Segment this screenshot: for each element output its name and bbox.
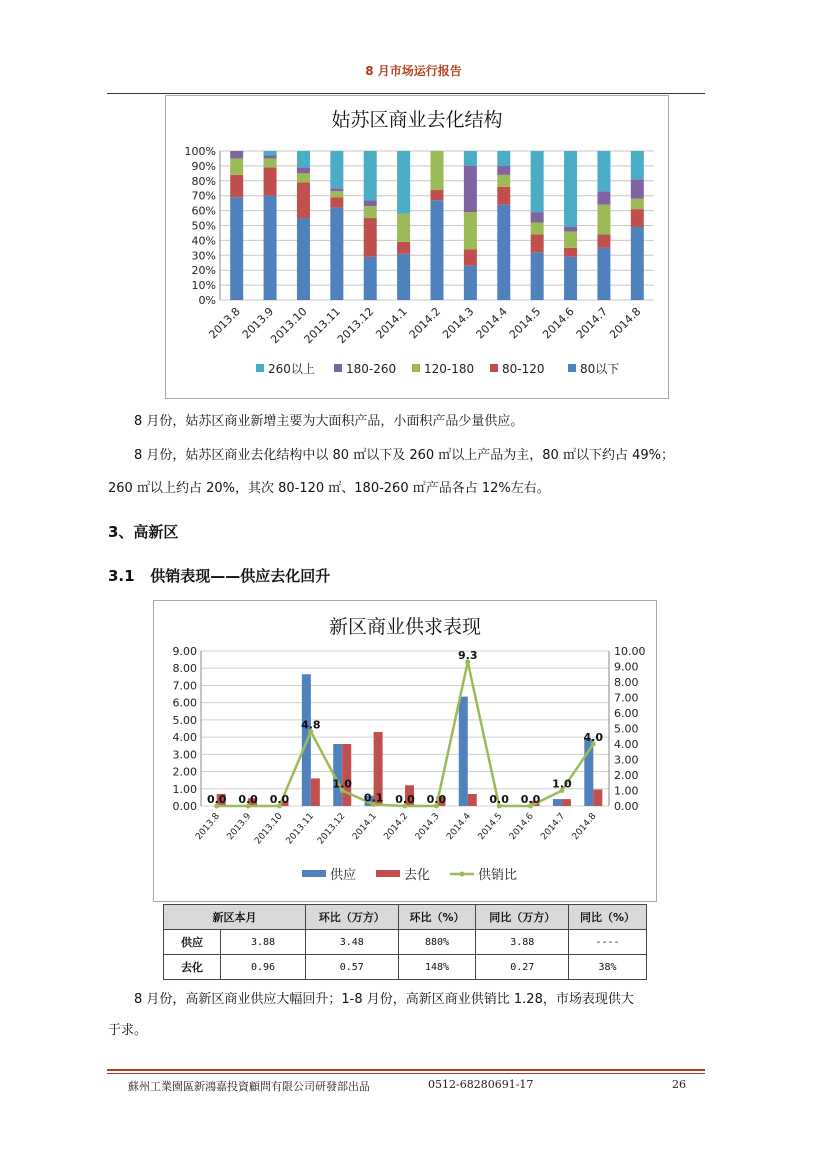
bar-segment-180-260 — [464, 166, 477, 212]
bar-供应 — [553, 799, 562, 806]
bar-segment-180-260 — [330, 188, 343, 191]
bar-去化 — [593, 789, 602, 806]
right-tick-label: 8.00 — [614, 676, 639, 689]
bar-去化 — [342, 744, 351, 806]
bar-segment-120-180 — [297, 173, 310, 182]
bar-segment-180-260 — [230, 151, 243, 158]
data-label: 0.0 — [395, 793, 415, 806]
x-tick-label: 2014.8 — [570, 811, 599, 843]
bar-segment-80以下 — [464, 266, 477, 300]
right-tick-label: 4.00 — [614, 738, 639, 751]
bar-segment-120-180 — [464, 212, 477, 249]
bar-segment-120-180 — [531, 223, 544, 235]
x-tick-label: 2014.3 — [440, 304, 477, 342]
left-tick-label: 2.00 — [172, 765, 197, 779]
bar-segment-120-180 — [330, 191, 343, 197]
legend-label: 供销比 — [478, 868, 518, 883]
footer-phone: 0512-68280691-17 — [428, 1078, 534, 1091]
footer-divider-thin — [107, 1073, 705, 1074]
bar-segment-260以上 — [497, 151, 510, 166]
x-tick-label: 2013.8 — [194, 811, 222, 843]
table-row — [164, 955, 647, 980]
footer-company: 蘇州工業園區新鴻嘉投資顧問有限公司研發部出品 — [128, 1080, 370, 1093]
table-cell: 3.88 — [221, 930, 306, 955]
table-header: 环比（%） — [398, 905, 476, 930]
paragraph-1: 8 月份，姑苏区商业新增主要为大面积产品，小面积产品少量供应。 — [134, 414, 524, 429]
bar-segment-260以上 — [597, 151, 610, 191]
table-cell: 148% — [398, 955, 476, 980]
bar-segment-80以下 — [364, 257, 377, 300]
table-cell: 3.48 — [306, 930, 399, 955]
line-供销比 — [217, 662, 594, 806]
x-tick-label: 2014.1 — [373, 304, 410, 342]
legend-swatch — [490, 364, 498, 372]
bar-segment-260以上 — [531, 151, 544, 212]
table-row — [164, 930, 647, 955]
table-header: 环比（万方） — [306, 905, 399, 930]
x-tick-label: 2014.2 — [382, 811, 411, 843]
data-label: 0.0 — [426, 793, 447, 806]
bar-segment-260以上 — [330, 151, 343, 188]
data-label: 1.0 — [552, 777, 572, 791]
bar-segment-180-260 — [631, 179, 644, 198]
bar-segment-80以下 — [330, 208, 343, 300]
left-tick-label: 7.00 — [172, 679, 197, 693]
legend-swatch — [568, 364, 576, 372]
bar-segment-80-120 — [364, 218, 377, 257]
x-tick-label: 2013.9 — [239, 304, 277, 342]
table-cell: 0.27 — [476, 955, 569, 980]
paragraph-2-line2: 260 ㎡以上约占 20%，其次 80-120 ㎡、180-260 ㎡产品各占 12%左右。 — [108, 481, 550, 496]
stats-table — [163, 904, 647, 980]
bar-去化 — [468, 794, 477, 806]
legend-swatch — [256, 364, 264, 372]
y-tick-label: 80% — [191, 174, 216, 188]
y-tick-label: 60% — [191, 204, 216, 218]
bar-segment-180-260 — [597, 191, 610, 204]
bar-segment-120-180 — [431, 151, 444, 190]
bar-segment-120-180 — [497, 175, 510, 187]
bar-segment-260以上 — [564, 151, 577, 227]
data-label: 0.0 — [238, 793, 258, 806]
bar-segment-180-260 — [564, 227, 577, 231]
legend-label: 80-120 — [502, 362, 545, 376]
left-tick-label: 5.00 — [172, 713, 197, 727]
table-cell: ---- — [569, 930, 647, 955]
data-label: 0.1 — [363, 791, 384, 805]
y-tick-label: 0% — [198, 294, 216, 307]
x-tick-label: 2014.8 — [607, 304, 644, 342]
bar-segment-80以下 — [297, 218, 310, 300]
bar-segment-80以下 — [397, 254, 410, 300]
x-tick-label: 2014.5 — [476, 811, 505, 843]
legend-swatch — [302, 870, 326, 877]
table-cell: 880% — [398, 930, 476, 955]
bar-segment-80以下 — [497, 205, 510, 300]
bar-segment-80-120 — [631, 209, 644, 227]
chart-title: 新区商业供求表现 — [328, 616, 482, 638]
x-tick-label: 2013.10 — [268, 304, 310, 347]
right-tick-label: 5.00 — [614, 722, 639, 736]
x-tick-label: 2014.6 — [507, 811, 536, 843]
bar-segment-260以上 — [364, 151, 377, 200]
legend-label: 180-260 — [346, 362, 397, 376]
table-cell: 0.57 — [306, 955, 399, 980]
data-label: 9.3 — [458, 648, 478, 662]
bar-segment-80以下 — [230, 197, 243, 300]
x-tick-label: 2014.6 — [540, 304, 577, 342]
left-tick-label: 0.00 — [172, 800, 197, 813]
data-label: 4.8 — [301, 718, 321, 732]
bar-segment-260以上 — [397, 151, 410, 214]
data-label: 1.0 — [332, 777, 352, 791]
data-label: 0.0 — [206, 793, 227, 806]
table-cell: 38% — [569, 955, 647, 980]
table-header: 同比（万方） — [476, 905, 569, 930]
bar-segment-80-120 — [297, 182, 310, 218]
bar-segment-80-120 — [497, 187, 510, 205]
bar-segment-80-120 — [431, 190, 444, 200]
header-divider — [107, 93, 705, 94]
table-cell: 0.96 — [221, 955, 306, 980]
bar-去化 — [562, 799, 571, 806]
paragraph-2-line1: 8 月份，姑苏区商业去化结构中以 80 ㎡以下及 260 ㎡以上产品为主，80 ㎡以下约占 49%； — [134, 448, 674, 463]
table-header-row — [164, 905, 647, 930]
chart-xinqu-supply-demand — [153, 600, 657, 902]
table-cell: 供应 — [164, 930, 221, 955]
data-label: 4.0 — [583, 731, 604, 744]
legend-label: 供应 — [330, 868, 357, 883]
x-tick-label: 2013.11 — [284, 811, 317, 847]
x-tick-label: 2014.7 — [573, 304, 611, 342]
bar-segment-80-120 — [330, 197, 343, 207]
paragraph-3-line2: 于求。 — [108, 1023, 148, 1038]
table-header: 同比（%） — [569, 905, 647, 930]
bar-segment-260以上 — [631, 151, 644, 179]
bar-segment-80以下 — [531, 252, 544, 300]
x-tick-label: 2013.9 — [225, 811, 254, 843]
bar-segment-260以上 — [297, 151, 310, 167]
x-tick-label: 2014.3 — [413, 811, 442, 843]
bar-segment-80-120 — [531, 234, 544, 252]
bar-segment-80以下 — [564, 257, 577, 300]
x-tick-label: 2013.12 — [334, 304, 377, 347]
left-tick-label: 3.00 — [172, 748, 197, 762]
right-tick-label: 3.00 — [614, 753, 639, 767]
bar-segment-80以下 — [264, 196, 277, 300]
bar-segment-180-260 — [531, 212, 544, 222]
bar-segment-80-120 — [597, 234, 610, 247]
table-cell: 3.88 — [476, 930, 569, 955]
bar-segment-180-260 — [297, 167, 310, 173]
y-tick-label: 30% — [191, 249, 216, 263]
left-tick-label: 8.00 — [172, 662, 197, 676]
bar-segment-80-120 — [264, 167, 277, 195]
report-header-title: 8 月市场运行报告 — [365, 64, 462, 78]
section-heading-3-1: 3.1 供销表现——供应去化回升 — [108, 567, 331, 585]
section-heading-3: 3、高新区 — [108, 523, 179, 541]
footer-page-number: 26 — [672, 1078, 686, 1091]
chart-title: 姑苏区商业去化结构 — [331, 109, 503, 131]
bar-去化 — [311, 778, 320, 806]
left-tick-label: 6.00 — [172, 696, 197, 710]
chart-gusu-commercial-structure — [165, 95, 669, 399]
legend-label: 去化 — [404, 868, 431, 883]
bar-segment-120-180 — [564, 231, 577, 247]
bar-segment-180-260 — [497, 166, 510, 175]
bar-供应 — [459, 697, 468, 806]
legend-swatch — [376, 870, 400, 877]
bar-segment-120-180 — [264, 158, 277, 167]
right-tick-label: 1.00 — [614, 784, 639, 798]
right-tick-label: 10.00 — [614, 645, 646, 658]
data-label: 0.0 — [489, 793, 509, 806]
bar-segment-120-180 — [230, 158, 243, 174]
bar-segment-260以上 — [264, 151, 277, 155]
x-tick-label: 2013.10 — [253, 811, 285, 847]
data-label: 0.0 — [520, 793, 541, 806]
right-tick-label: 7.00 — [614, 691, 639, 705]
legend-label: 260以上 — [268, 362, 315, 376]
x-tick-label: 2013.12 — [315, 811, 348, 847]
bar-segment-80以下 — [431, 200, 444, 300]
data-label: 0.0 — [269, 793, 290, 806]
bar-segment-120-180 — [397, 214, 410, 242]
y-tick-label: 10% — [191, 279, 216, 293]
right-tick-label: 0.00 — [614, 800, 639, 813]
bar-segment-180-260 — [264, 155, 277, 158]
legend-marker — [460, 872, 465, 877]
chart2-svg — [154, 601, 656, 901]
y-tick-label: 70% — [191, 189, 216, 203]
bar-segment-80-120 — [564, 248, 577, 257]
y-tick-label: 40% — [191, 234, 216, 248]
legend-swatch — [412, 364, 420, 372]
x-tick-label: 2014.2 — [406, 304, 444, 342]
y-tick-label: 20% — [191, 264, 216, 278]
legend-label: 120-180 — [424, 362, 475, 376]
x-tick-label: 2014.5 — [506, 304, 544, 342]
x-tick-label: 2014.4 — [445, 811, 474, 843]
right-tick-label: 6.00 — [614, 707, 639, 720]
legend-label: 80以下 — [580, 362, 620, 376]
x-tick-label: 2014.7 — [539, 811, 568, 843]
x-tick-label: 2014.4 — [473, 304, 510, 342]
right-tick-label: 2.00 — [614, 769, 639, 782]
footer-divider — [107, 1069, 705, 1071]
x-tick-label: 2013.11 — [301, 304, 343, 347]
bar-segment-80以下 — [631, 227, 644, 300]
legend-swatch — [334, 364, 342, 372]
right-tick-label: 9.00 — [614, 660, 639, 674]
left-tick-label: 9.00 — [172, 645, 197, 658]
left-tick-label: 4.00 — [172, 731, 197, 745]
bar-segment-180-260 — [364, 200, 377, 206]
bar-segment-80-120 — [464, 249, 477, 265]
bar-segment-80-120 — [230, 175, 243, 197]
bar-segment-80-120 — [397, 242, 410, 254]
bar-segment-120-180 — [631, 199, 644, 209]
y-tick-label: 50% — [191, 219, 216, 233]
chart1-svg — [166, 96, 668, 398]
bar-segment-120-180 — [597, 205, 610, 235]
x-tick-label: 2014.1 — [351, 811, 379, 843]
y-tick-label: 100% — [184, 145, 216, 158]
left-tick-label: 1.00 — [172, 782, 197, 796]
table-cell: 去化 — [164, 955, 221, 980]
bar-segment-260以上 — [464, 151, 477, 166]
y-tick-label: 90% — [191, 159, 216, 173]
paragraph-3-line1: 8 月份，高新区商业供应大幅回升；1-8 月份，高新区商业供销比 1.28，市场表现供大 — [134, 992, 634, 1007]
bar-segment-80以下 — [597, 248, 610, 300]
bar-segment-120-180 — [364, 206, 377, 218]
table-header: 新区本月 — [164, 905, 306, 930]
x-tick-label: 2013.8 — [206, 304, 243, 342]
